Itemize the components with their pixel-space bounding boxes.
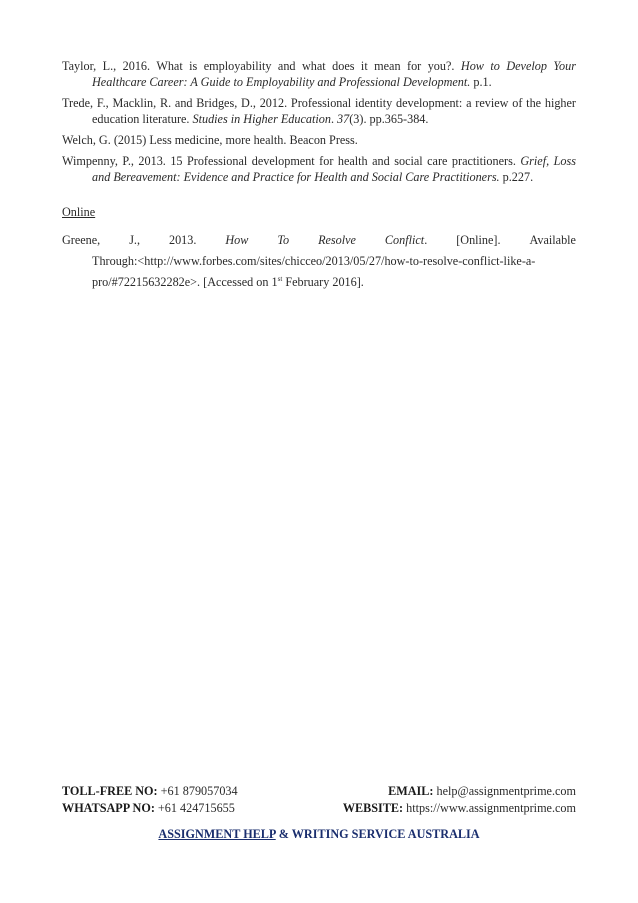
online-ref-word: [Online].	[456, 233, 501, 247]
online-ref-word: Available	[529, 233, 576, 247]
online-ref-word: 2013.	[168, 233, 197, 247]
reference-journal: Studies in Higher Education	[192, 112, 331, 126]
whatsapp-value[interactable]: +61 424715655	[154, 801, 235, 815]
online-ref-title-word: How	[225, 233, 249, 247]
online-ref-title-word: Conflict	[384, 233, 425, 247]
reference-text: Wimpenny, P., 2013. 15 Professional development for health and social care practitioners.	[62, 154, 521, 168]
reference-entry	[62, 58, 576, 90]
reference-page: p.227.	[499, 170, 534, 184]
reference-source-title: How to Develop Your Healthcare Career: A Guide to Employability and Professional Development.	[92, 59, 576, 89]
contact-footer	[62, 783, 576, 817]
footer-row	[62, 783, 576, 800]
online-ref-period: .	[424, 233, 428, 247]
footer-row	[62, 800, 576, 817]
online-ref-title-word: Resolve	[318, 233, 356, 247]
reference-list	[62, 58, 576, 191]
online-reference-url[interactable]: Through:<http://www.forbes.com/sites/chicceo/2013/05/27/how-to-resolve-conflict-like-a-	[92, 254, 536, 268]
website-value[interactable]: https://www.assignmentprime.com	[403, 801, 576, 815]
tollfree-value[interactable]: +61 879057034	[157, 784, 238, 798]
reference-pages: (3). pp.365-384.	[349, 112, 429, 126]
website-contact	[336, 800, 576, 817]
tollfree-contact	[62, 783, 238, 800]
reference-entry	[62, 132, 576, 148]
online-ref-url-end: pro/#72215632282e>. [Accessed on 1	[92, 275, 278, 289]
website-label: WEBSITE:	[342, 801, 404, 815]
reference-entry	[62, 153, 576, 185]
online-reference-line	[62, 230, 576, 251]
reference-entry	[62, 95, 576, 127]
ordinal-suffix: st	[277, 275, 283, 283]
whatsapp-contact	[62, 800, 235, 817]
reference-text: Taylor, L., 2016. What is employability and what does it mean for you?.	[62, 59, 461, 73]
online-ref-title-word: To	[277, 233, 290, 247]
reference-page: p.1.	[470, 75, 492, 89]
reference-text: Trede, F., Macklin, R. and Bridges, D., 2012. Professional identity development: a review of the higher education literature.	[62, 96, 576, 126]
online-heading: Online	[62, 205, 96, 219]
online-ref-word: J.,	[129, 233, 141, 247]
footer-tagline	[0, 827, 638, 842]
whatsapp-label: WHATSAPP NO:	[62, 801, 155, 815]
reference-volume: 37	[337, 112, 350, 126]
reference-separator: .	[330, 112, 338, 126]
tagline-link[interactable]: ASSIGNMENT HELP	[158, 827, 276, 841]
email-contact	[336, 783, 576, 800]
tollfree-label: TOLL-FREE NO:	[62, 784, 158, 798]
online-ref-date: February 2016].	[282, 275, 364, 289]
tagline-text: & WRITING SERVICE AUSTRALIA	[275, 827, 480, 841]
email-value[interactable]: help@assignmentprime.com	[433, 784, 576, 798]
online-reference-accessed	[62, 272, 576, 293]
online-reference-entry	[62, 230, 576, 293]
reference-source-title: Grief, Loss and Bereavement: Evidence and Practice for Health and Social Care Practitioners.	[92, 154, 576, 184]
reference-text: Welch, G. (2015) Less medicine, more health. Beacon Press.	[62, 133, 358, 147]
email-label: EMAIL:	[388, 784, 434, 798]
online-ref-word: Greene,	[62, 233, 101, 247]
